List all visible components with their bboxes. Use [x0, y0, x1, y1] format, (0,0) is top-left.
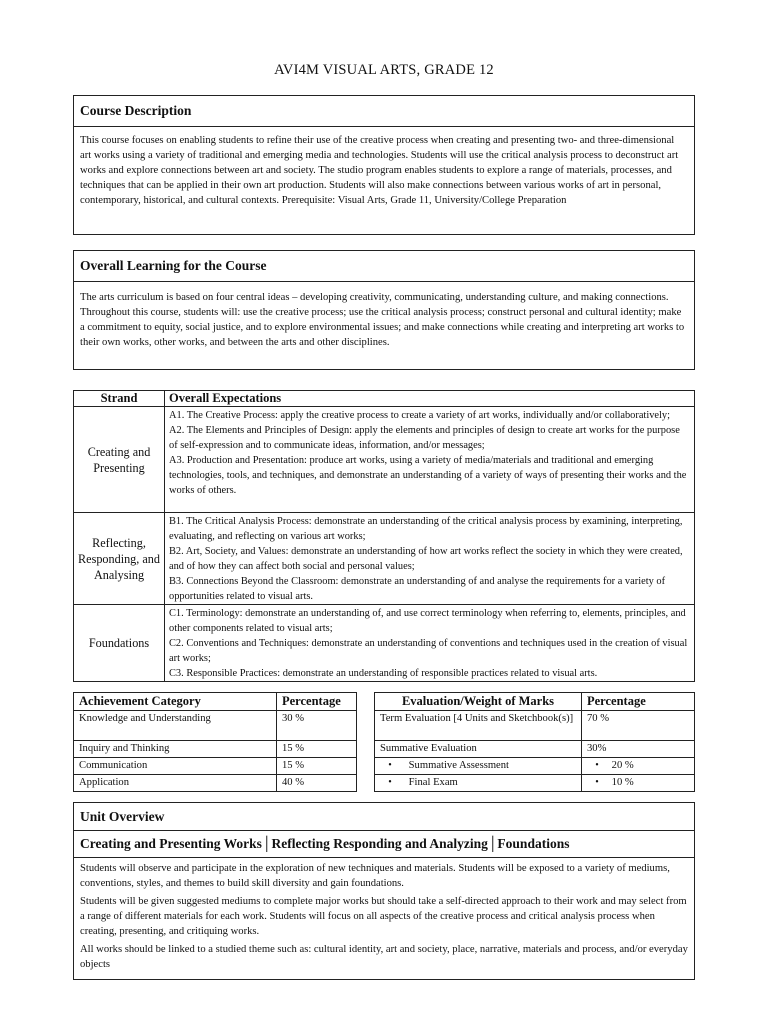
evaluation-header: Evaluation/Weight of Marks [375, 693, 582, 711]
expectations-cell [165, 605, 695, 682]
achievement-category: Communication [74, 758, 277, 775]
table-row [74, 711, 357, 741]
evaluation-item-label: Summative Assessment [408, 760, 510, 771]
strand-column-header: Strand [74, 391, 165, 407]
overall-learning-heading: Overall Learning for the Course [74, 251, 695, 282]
evaluation-item: Summative Evaluation [375, 741, 582, 758]
unit-overview-box [73, 802, 695, 980]
table-row [375, 741, 695, 758]
percentage-header: Percentage [277, 693, 357, 711]
evaluation-table [374, 692, 695, 792]
course-description-text: This course focuses on enabling students to refine their use of the creative process when creating and presenting two- and three-dimensional art works using a variety of traditional and emerging media and technologies. Students will use the critical analysis process to deconstruct art works and explore connections between art and society. The studio program enables students to explore a range of materials, processes, and techniques that can be applied in their own art production. Students will also make connections between various works of art in personal, contemporary, historical, and cultural contexts. Prerequisite: Visual Arts, Grade 11, University/College Preparation [74, 127, 695, 235]
evaluation-percent-bulleted [582, 758, 695, 775]
achievement-percent: 15 % [277, 758, 357, 775]
expectation-item: B2. Art, Society, and Values: demonstrate an understanding of how art works reflect the society in which they were created, and of how they can affect both social and personal values; [169, 546, 683, 572]
bullet-icon: • [595, 760, 599, 771]
expectation-item: A1. The Creative Process: apply the creative process to create a variety of art works, individually and/or collaboratively; [169, 410, 670, 421]
evaluation-percent: 30% [582, 741, 695, 758]
strands-header-row [74, 391, 695, 407]
table-row [74, 407, 695, 513]
table-row [74, 758, 357, 775]
page-title: AVI4M VISUAL ARTS, GRADE 12 [274, 62, 494, 78]
table-row [74, 775, 357, 792]
achievement-percent: 30 % [277, 711, 357, 741]
achievement-table [73, 692, 357, 792]
expectation-item: C1. Terminology: demonstrate an understanding of, and use correct terminology when referring to, elements, principles, and other components related to visual arts; [169, 608, 686, 634]
table-row [74, 741, 357, 758]
overall-learning-text: The arts curriculum is based on four central ideas – developing creativity, communicating, understanding culture, and making connections. Throughout this course, students will: use the creative process; use the critical analysis process; construct personal and cultural identity; make a commitment to equity, social justice, and to explore environmental issues; and make connections while creating and interpreting art works to their own works, other works, and between the arts and other disciplines. [74, 282, 695, 370]
table-row [74, 605, 695, 682]
table-row [375, 775, 695, 792]
strand-name: Reflecting, Responding, and Analysing [74, 513, 165, 605]
course-description-box [73, 95, 695, 235]
evaluation-item-bulleted [375, 775, 582, 792]
achievement-category: Inquiry and Thinking [74, 741, 277, 758]
evaluation-percent-label: 10 % [611, 777, 634, 788]
evaluation-item-bulleted [375, 758, 582, 775]
overall-learning-box [73, 250, 695, 370]
expectation-item: A3. Production and Presentation: produce art works, using a variety of media/materials and traditional and emerging technologies, tools, and techniques, and demonstrate an understanding of a variety of ways of presenting their works and the works of others. [169, 455, 687, 496]
expectation-item: C3. Responsible Practices: demonstrate an understanding of responsible practices related to visual arts. [169, 668, 598, 679]
course-description-heading: Course Description [74, 96, 695, 127]
expectation-item: C2. Conventions and Techniques: demonstrate an understanding of conventions and techniques used in the creation of visual art works; [169, 638, 688, 664]
achievement-percent: 15 % [277, 741, 357, 758]
table-row [375, 758, 695, 775]
achievement-category: Knowledge and Understanding [74, 711, 277, 741]
expectations-cell [165, 407, 695, 513]
evaluation-percent-bulleted [582, 775, 695, 792]
unit-overview-text [74, 858, 695, 980]
evaluation-percent: 70 % [582, 711, 695, 741]
strand-name: Creating and Presenting [74, 407, 165, 513]
achievement-percent: 40 % [277, 775, 357, 792]
achievement-category-header: Achievement Category [74, 693, 277, 711]
unit-paragraph: All works should be linked to a studied theme such as: cultural identity, art and society, place, narrative, materials and process, and/or everyday objects [80, 944, 688, 970]
expectation-item: B3. Connections Beyond the Classroom: demonstrate an understanding of and analyse the requirements for a variety of opportunities related to visual arts. [169, 576, 666, 602]
table-row [375, 711, 695, 741]
expectation-item: A2. The Elements and Principles of Design: apply the elements and principles of design to create art works for the purpose of self-expression and to communicate ideas, information, and/or messages; [169, 425, 680, 451]
unit-strands-line: Creating and Presenting Works│Reflecting Responding and Analyzing│Foundations [74, 831, 695, 858]
bullet-icon: • [388, 777, 392, 788]
evaluation-percent-label: 20 % [611, 760, 634, 771]
expectations-column-header: Overall Expectations [165, 391, 695, 407]
unit-paragraph: Students will observe and participate in the exploration of new techniques and materials. Students will be exposed to a variety of mediums, conventions, styles, and themes to build skill diversity and gain foundations. [80, 863, 670, 889]
strands-table [73, 390, 695, 682]
strand-name: Foundations [74, 605, 165, 682]
expectation-item: B1. The Critical Analysis Process: demonstrate an understanding of the critical analysis process by examining, interpreting, evaluating, and reflecting on various art works; [169, 516, 683, 542]
bullet-icon: • [388, 760, 392, 771]
expectations-cell [165, 513, 695, 605]
achievement-header-row [74, 693, 357, 711]
evaluation-item-label: Final Exam [408, 777, 458, 788]
unit-overview-heading: Unit Overview [74, 803, 695, 831]
unit-paragraph: Students will be given suggested mediums to complete major works but should take a self-directed approach to their work and may select from a range of different materials for each work. Students will focus on all aspects of the creative process and critical analysis process when creating, presenting, and critiquing works. [80, 896, 687, 937]
evaluation-item: Term Evaluation [4 Units and Sketchbook(s)] [375, 711, 582, 741]
percentage-header: Percentage [582, 693, 695, 711]
bullet-icon: • [595, 777, 599, 788]
table-row [74, 513, 695, 605]
evaluation-header-row [375, 693, 695, 711]
achievement-category: Application [74, 775, 277, 792]
